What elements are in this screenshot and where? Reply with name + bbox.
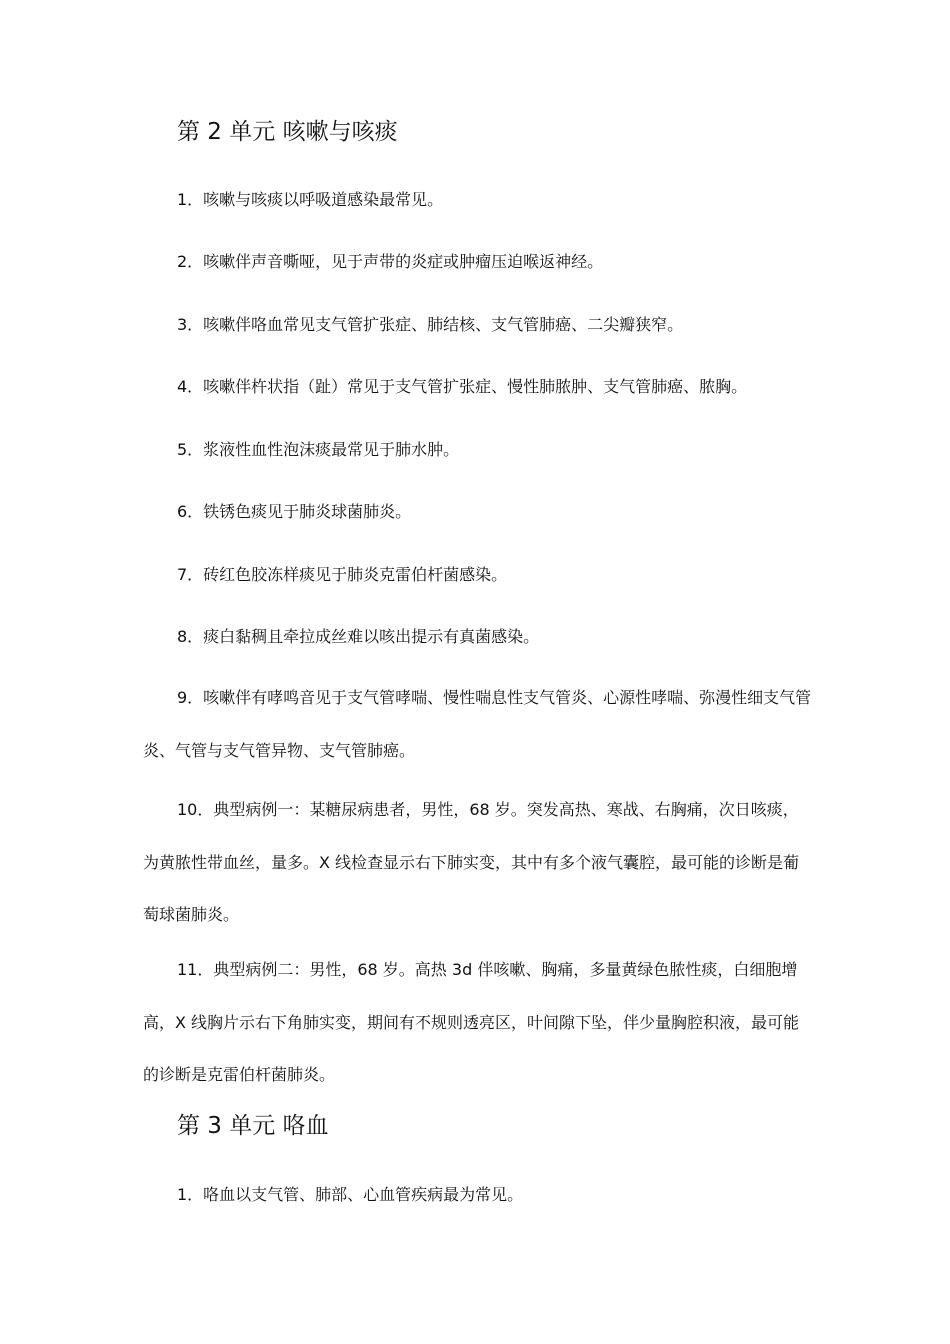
section-2-item-9: 9．咳嗽伴有哮鸣音见于支气管哮喘、慢性喘息性支气管炎、心源性哮喘、弥漫性细支气管炎、气管与支气管异物、支气管肺癌。 (143, 688, 812, 760)
section-3-heading: 第 3 单元 咯血 (177, 1113, 329, 1139)
section-2-item-11: 11．典型病例二：男性，68 岁。高热 3d 伴咳嗽、胸痛，多量黄绿色脓性痰，白细胞增高，X 线胸片示右下角肺实变，期间有不规则透亮区，叶间隙下坠，伴少量胸腔积液，最可能的诊断是克雷伯杆菌肺炎。 (143, 960, 800, 1084)
section-2-item-8: 8．痰白黏稠且牵拉成丝难以咳出提示有真菌感染。 (177, 627, 540, 646)
section-2-item-6: 6．铁锈色痰见于肺炎球菌肺炎。 (177, 502, 412, 521)
section-2-item-3: 3．咳嗽伴咯血常见支气管扩张症、肺结核、支气管肺癌、二尖瓣狭窄。 (177, 315, 684, 334)
section-2-item-5: 5．浆液性血性泡沫痰最常见于肺水肿。 (177, 440, 460, 459)
section-2-item-7: 7．砖红色胶冻样痰见于肺炎克雷伯杆菌感染。 (177, 565, 508, 584)
section-2-heading: 第 2 单元 咳嗽与咳痰 (177, 119, 398, 145)
section-2-item-10: 10．典型病例一：某糖尿病患者，男性，68 岁。突发高热、寒战、右胸痛，次日咳痰，为黄脓性带血丝，量多。X 线检查显示右下肺实变，其中有多个液气囊腔，最可能的诊断是葡萄球菌肺炎。 (143, 800, 800, 924)
section-3-item-1: 1．咯血以支气管、肺部、心血管疾病最为常见。 (177, 1185, 524, 1204)
section-2-item-4: 4．咳嗽伴杵状指（趾）常见于支气管扩张症、慢性肺脓肿、支气管肺癌、脓胸。 (177, 377, 748, 396)
section-2-item-1: 1．咳嗽与咳痰以呼吸道感染最常见。 (177, 190, 444, 209)
section-2-item-2: 2．咳嗽伴声音嘶哑，见于声带的炎症或肿瘤压迫喉返神经。 (177, 252, 604, 271)
